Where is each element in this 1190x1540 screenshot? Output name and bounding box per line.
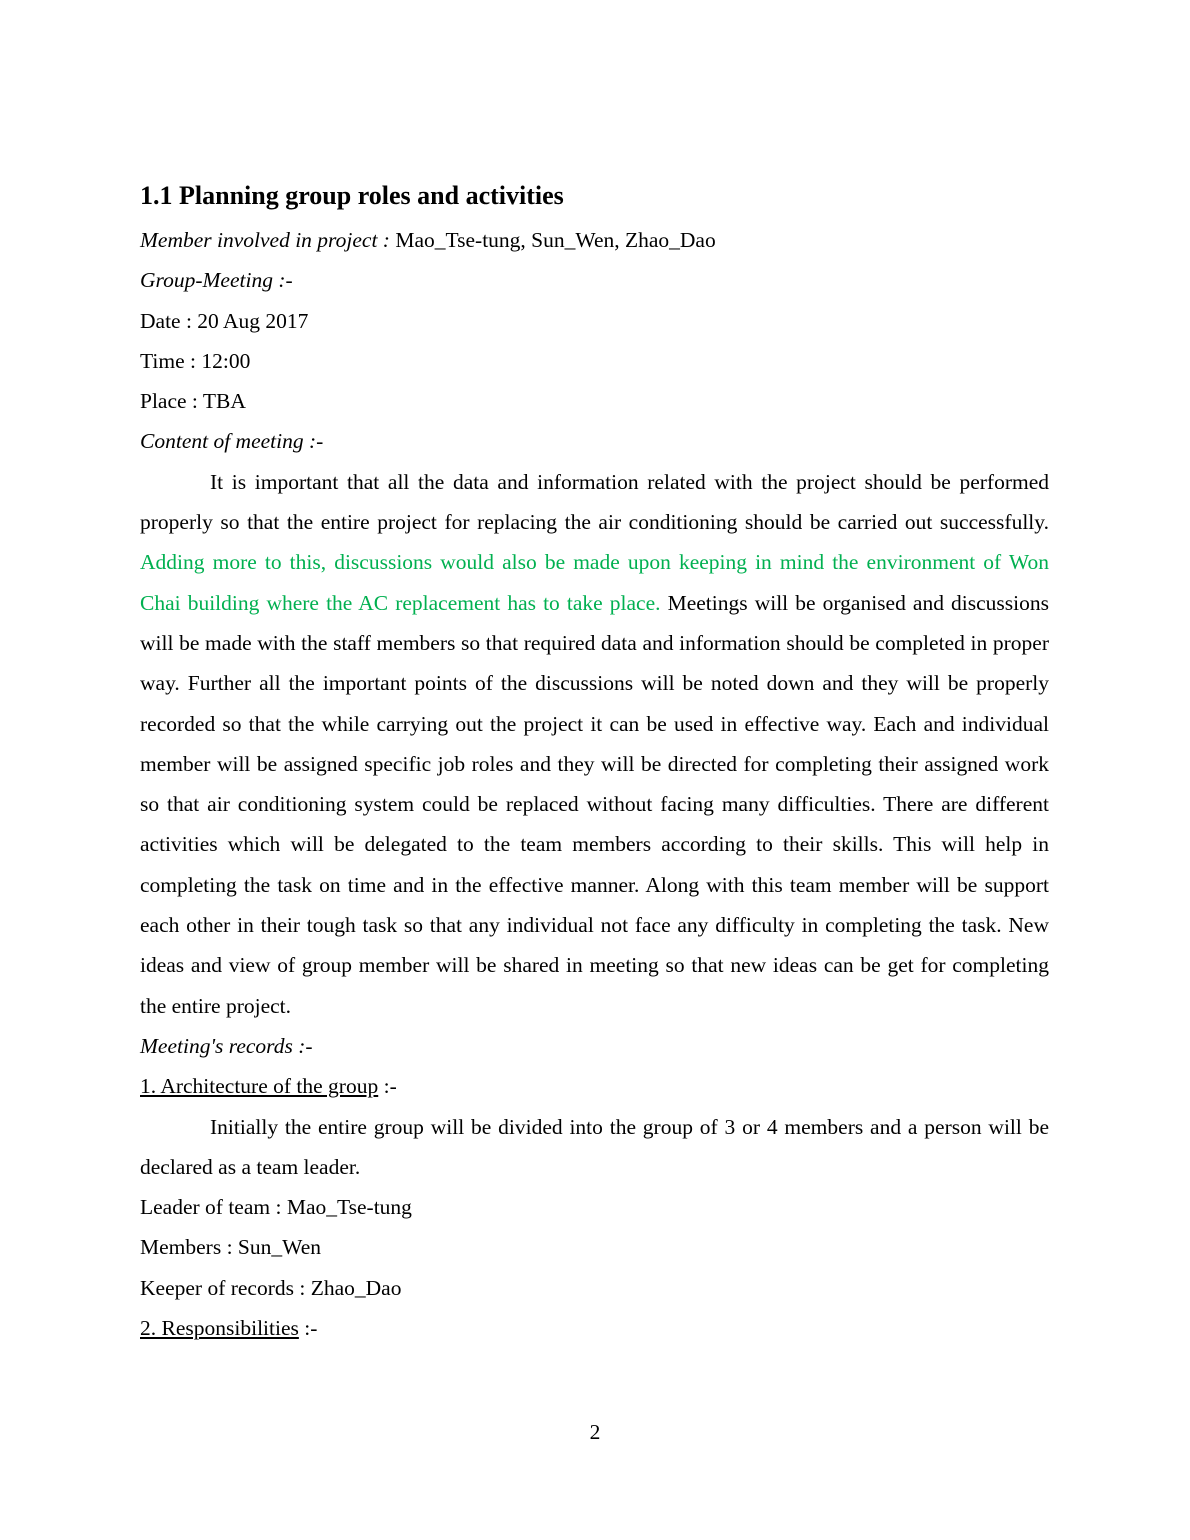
- meeting-records-label: Meeting's records :: [140, 1033, 306, 1058]
- content-of-meeting-line: [140, 421, 1049, 461]
- page-number: 2: [589, 1420, 601, 1444]
- document-body: [140, 176, 1049, 1348]
- time-line: Time : 12:00: [140, 348, 251, 373]
- architecture-title: 1. Architecture of the group: [140, 1074, 379, 1099]
- architecture-heading: [140, 1066, 1049, 1106]
- members-involved-value: Mao_Tse-tung, Sun_Wen, Zhao_Dao: [389, 228, 716, 252]
- responsibilities-heading: [140, 1308, 1049, 1348]
- team-members-line: Members : Sun_Wen: [140, 1235, 321, 1260]
- group-meeting-line: [140, 260, 1049, 300]
- section-heading: 1.1 Planning group roles and activities: [140, 181, 564, 210]
- members-involved-line: [140, 220, 1049, 260]
- content-of-meeting-label: Content of meeting :: [140, 429, 317, 454]
- paragraph-text-part2: Meetings will be organised and discussions will be made with the staff members so that required data and information should be completed in proper way. Further all the important points of the discussions will be noted down and they will be properly recorded so that the while carrying out the project it can be used in effective way. Each and individual member will be assigned specific job roles and they will be directed for completing their assigned work so that air conditioning system could be replaced without facing many difficulties. There are different activities which will be delegated to the team members according to their skills. This will help in completing the task on time and in the effective manner. Along with this team member will be support each other in their tough task so that any individual not face any difficulty in completing the task. New ideas and view of group member will be shared in meeting so that new ideas can be get for completing the entire project.: [140, 590, 1049, 1018]
- records-keeper-line: Keeper of records : Zhao_Dao: [140, 1275, 402, 1300]
- architecture-suffix: :-: [378, 1074, 397, 1099]
- members-involved-label: Member involved in project :: [140, 228, 390, 252]
- meeting-records-line: [140, 1026, 1049, 1066]
- architecture-paragraph: Initially the entire group will be divided into the group of 3 or 4 members and a person will be declared as a team leader.: [140, 1114, 1049, 1179]
- paragraph-text-part1: It is important that all the data and information related with the project should be performed properly so that the entire project for replacing the air conditioning should be carried out successfully.: [140, 469, 1049, 535]
- responsibilities-suffix: :-: [298, 1316, 318, 1341]
- responsibilities-title: 2. Responsibilities: [140, 1316, 299, 1341]
- team-leader-line: Leader of team : Mao_Tse-tung: [140, 1195, 412, 1220]
- meeting-records-suffix: -: [305, 1033, 313, 1058]
- group-meeting-label: Group-Meeting :: [140, 268, 286, 293]
- paragraph-highlighted-text: Adding more to this, discussions would also be made upon keeping in mind the environment of Won Chai building where the AC replacement has to take place.: [140, 550, 1049, 615]
- place-line: Place : TBA: [140, 389, 246, 414]
- content-of-meeting-suffix: -: [316, 429, 324, 454]
- group-meeting-suffix: -: [285, 268, 293, 293]
- meeting-content-paragraph: [140, 462, 1049, 1026]
- date-line: Date : 20 Aug 2017: [140, 308, 309, 333]
